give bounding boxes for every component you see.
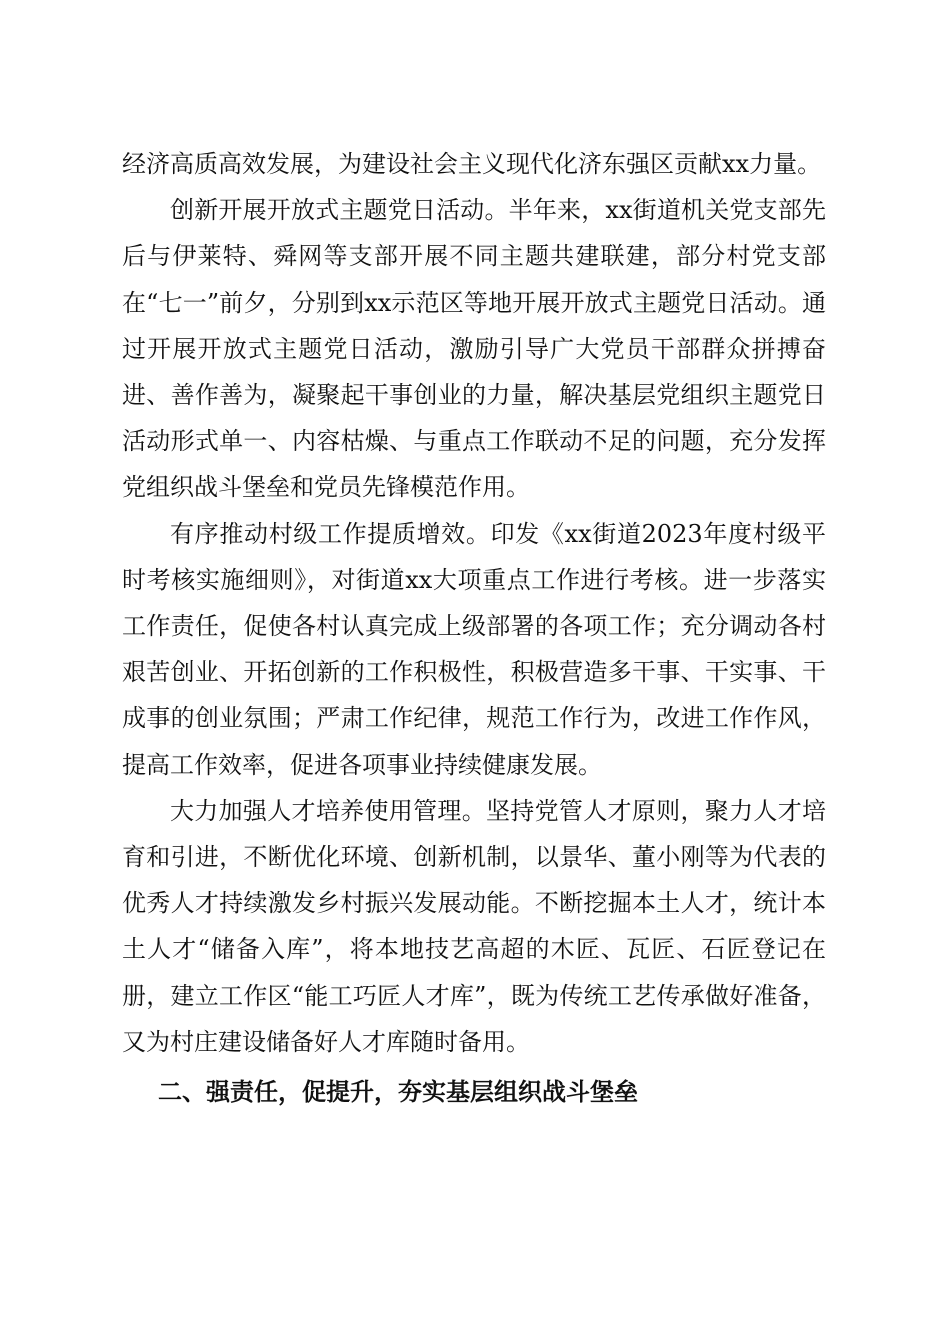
paragraph-talent-management: 大力加强人才培养使用管理。坚持党管人才原则，聚力人才培育和引进，不断优化环境、创新机制，以景华、董小刚等为代表的优秀人才持续激发乡村振兴发展动能。不断挖掘本土人才，统计本土人才“储备入库”，将本地技艺高超的木匠、瓦匠、石匠登记在册，建立工作区“能工巧匠人才库”，既为传统工艺传承做好准备，又为村庄建设储备好人才库随时备用。 [122, 796, 826, 1056]
document-body [122, 141, 826, 1115]
paragraph-village-work: 有序推动村级工作提质增效。印发《xx街道2023年度村级平时考核实施细则》，对街道xx大项重点工作进行考核。进一步落实工作责任，促使各村认真完成上级部署的各项工作；充分调动各村艰苦创业、开拓创新的工作积极性，积极营造多干事、干实事、干成事的创业氛围；严肃工作纪律，规范工作行为，改进工作作风，提高工作效率，促进各项事业持续健康发展。 [122, 519, 826, 779]
section-heading: 二、强责任，促提升，夯实基层组织战斗堡垒 [158, 1078, 638, 1107]
paragraph-continuation: 经济高质高效发展，为建设社会主义现代化济东强区贡献xx力量。 [122, 150, 822, 178]
paragraph-party-day-activities: 创新开展开放式主题党日活动。半年来，xx街道机关党支部先后与伊莱特、舜网等支部开展不同主题共建联建，部分村党支部在“七一”前夕，分别到xx示范区等地开展开放式主题党日活动。通过开展开放式主题党日活动，激励引导广大党员干部群众拼搏奋进、善作善为，凝聚起干事创业的力量，解决基层党组织主题党日活动形式单一、内容枯燥、与重点工作联动不足的问题，充分发挥党组织战斗堡垒和党员先锋模范作用。 [122, 196, 826, 502]
